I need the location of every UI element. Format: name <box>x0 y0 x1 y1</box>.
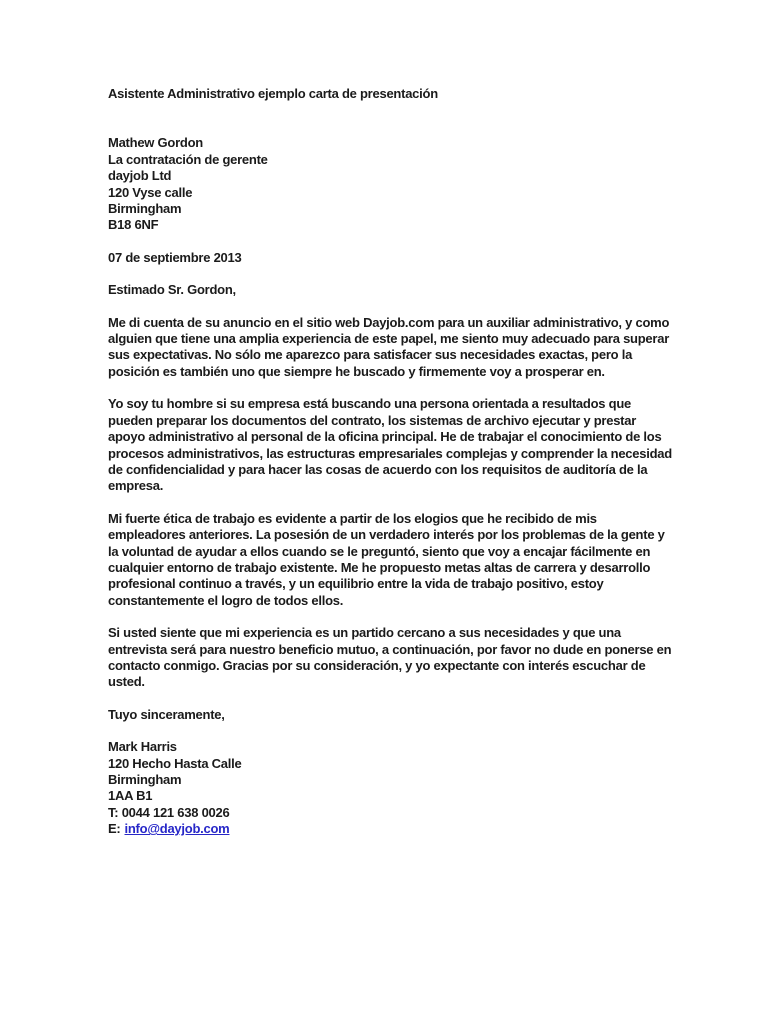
body-paragraph: Si usted siente que mi experiencia es un partido cercano a sus necesidades y que una entrevista será para nuestro beneficio mutuo, a continuación, por favor no dude en ponerse en contacto conmigo. Gracias por su consideración, y yo expectante con interés escuchar de usted. <box>108 625 672 690</box>
recipient-postcode: B18 6NF <box>108 217 159 233</box>
body-paragraph: Me di cuenta de su anuncio en el sitio web Dayjob.com para un auxiliar administrativo, y como alguien que tiene una amplia experiencia de este papel, me siento muy adecuado para superar sus expectativas. No sólo me aparezco para satisfacer sus necesidades exactas, pero la posición es también uno que siempre he buscado y firmemente voy a prosperar en. <box>108 314 670 379</box>
email-label: E: <box>108 821 121 837</box>
sender-street: 120 Hecho Hasta Calle <box>108 755 242 771</box>
recipient-city: Birmingham <box>108 201 182 217</box>
phone-line: T: 0044 121 638 0026 <box>108 804 230 820</box>
salutation: Estimado Sr. Gordon, <box>108 282 236 298</box>
sender-city: Birmingham <box>108 772 182 787</box>
sender-signature <box>108 739 674 837</box>
body-paragraph: Mi fuerte ética de trabajo es evidente a partir de los elogios que he recibido de mis empleadores anteriores. La posesión de un verdadero interés por los problemas de la gente y la voluntad de ayudar a ellos cuando se le preguntó, siento que voy a encajar fácilmente en cualquier entorno de trabajo existente. Me he propuesto metas altas de carrera y desarrollo profesional continuo a través, y un equilibrio entre la vida de trabajo positivo, estoy constantemente el logro de todos ellos. <box>108 510 665 608</box>
recipient-role: La contratación de gerente <box>108 151 268 167</box>
document-title: Asistente Administrativo ejemplo carta de presentación <box>108 86 438 101</box>
recipient-name: Mathew Gordon <box>108 135 203 151</box>
recipient-company: dayjob Ltd <box>108 168 172 184</box>
recipient-address <box>108 135 674 233</box>
body-paragraph: Yo soy tu hombre si su empresa está buscando una persona orientada a resultados que pueden preparar los documentos del contrato, los sistemas de archivo ejecutar y prestar apoyo administrativo al personal de la oficina principal. He de trabajar el conocimiento de los procesos administrativos, las estructuras empresariales complejas y comprender la necesidad de confidencialidad y para hacer las cosas de acuerdo con los requisitos de auditoría de la empresa. <box>108 396 672 494</box>
letter-content <box>108 86 674 838</box>
recipient-street: 120 Vyse calle <box>108 184 193 200</box>
date: 07 de septiembre 2013 <box>108 249 242 265</box>
sender-postcode: 1AA B1 <box>108 788 153 804</box>
sender-name: Mark Harris <box>108 739 177 755</box>
email-link[interactable]: info@dayjob.com <box>124 821 230 837</box>
closing: Tuyo sinceramente, <box>108 706 225 722</box>
email-line <box>108 821 674 837</box>
